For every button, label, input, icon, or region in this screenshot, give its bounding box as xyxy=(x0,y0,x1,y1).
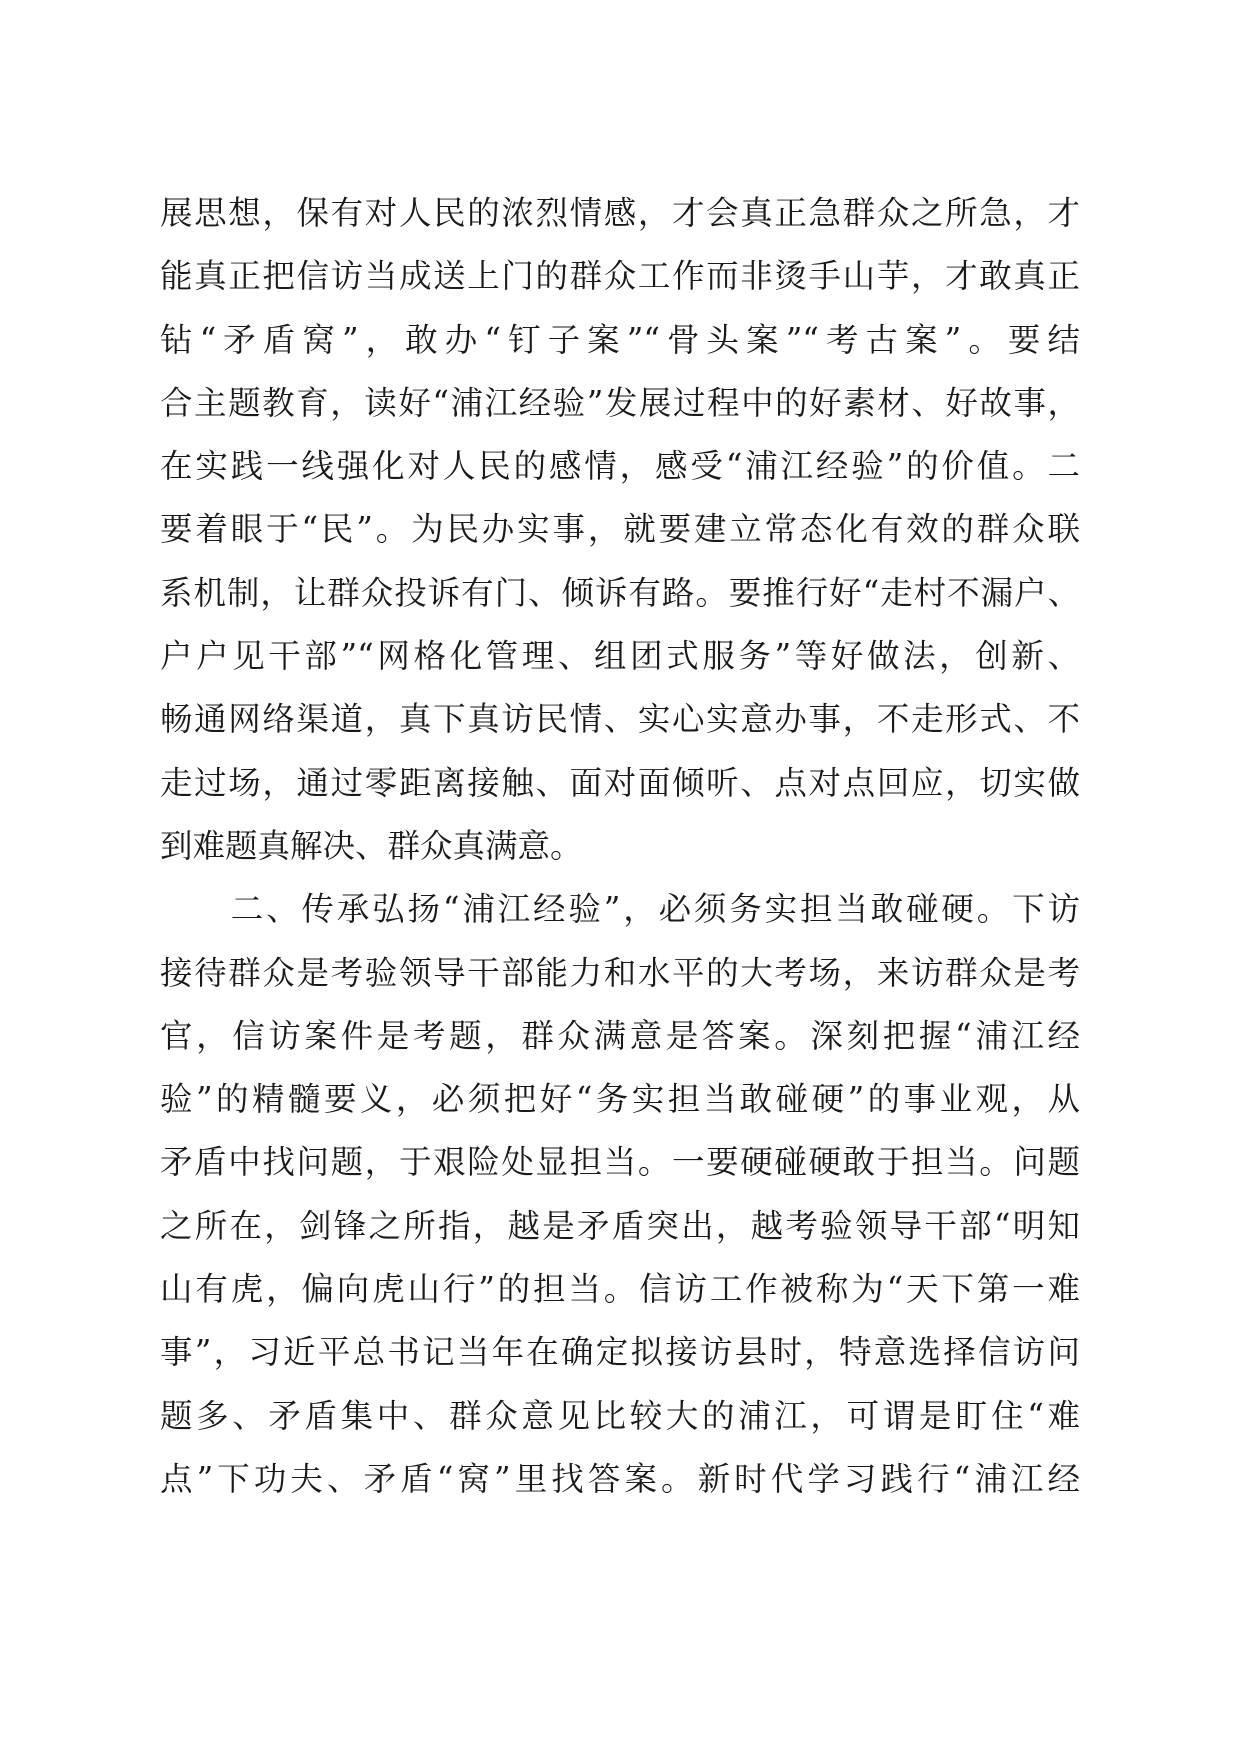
text-line: 点”下功夫、矛盾“窝”里找答案。新时代学习践行“浦江经 xyxy=(160,1459,1080,1498)
section-heading-line: 二、传承弘扬“浦江经验”，必须务实担当敢碰硬。下访 xyxy=(160,890,1080,929)
text-line: 接待群众是考验领导干部能力和水平的大考场，来访群众是考 xyxy=(160,953,1080,992)
text-line: 要着眼于“民”。为民办实事，就要建立常态化有效的群众联 xyxy=(160,510,1080,549)
text-line: 展思想，保有对人民的浓烈情感，才会真正急群众之所急，才 xyxy=(160,194,1080,232)
text-line: 系机制，让群众投诉有门、倾诉有路。要推行好“走村不漏户、 xyxy=(160,573,1080,612)
text-line: 山有虎，偏向虎山行”的担当。信访工作被称为“天下第一难 xyxy=(160,1270,1080,1309)
text-line: 合主题教育，读好“浦江经验”发展过程中的好素材、好故事， xyxy=(160,383,1080,422)
paragraph-end-line: 到难题真解决、群众真满意。 xyxy=(160,826,583,865)
text-line: 验”的精髓要义，必须把好“务实担当敢碰硬”的事业观，从 xyxy=(160,1080,1080,1119)
text-line: 走过场，通过零距离接触、面对面倾听、点对点回应，切实做 xyxy=(160,763,1080,802)
text-line: 事”，习近平总书记当年在确定拟接访县时，特意选择信访问 xyxy=(160,1333,1080,1372)
text-line: 钻“矛盾窝”，敢办“钉子案”“骨头案”“考古案”。要结 xyxy=(160,320,1080,359)
text-line: 在实践一线强化对人民的感情，感受“浦江经验”的价值。二 xyxy=(160,447,1080,486)
text-line: 能真正把信访当成送上门的群众工作而非烫手山芋，才敢真正 xyxy=(160,257,1080,296)
text-line: 户户见干部”“网格化管理、组团式服务”等好做法，创新、 xyxy=(160,637,1080,676)
text-line: 官，信访案件是考题，群众满意是答案。深刻把握“浦江经 xyxy=(160,1016,1080,1055)
text-line: 畅通网络渠道，真下真访民情、实心实意办事，不走形式、不 xyxy=(160,700,1080,739)
body-text xyxy=(160,182,1080,1511)
text-line: 题多、矛盾集中、群众意见比较大的浦江，可谓是盯住“难 xyxy=(160,1396,1080,1435)
text-line: 矛盾中找问题，于艰险处显担当。一要硬碰硬敢于担当。问题 xyxy=(160,1143,1080,1182)
text-line: 之所在，剑锋之所指，越是矛盾突出，越考验领导干部“明知 xyxy=(160,1206,1080,1245)
